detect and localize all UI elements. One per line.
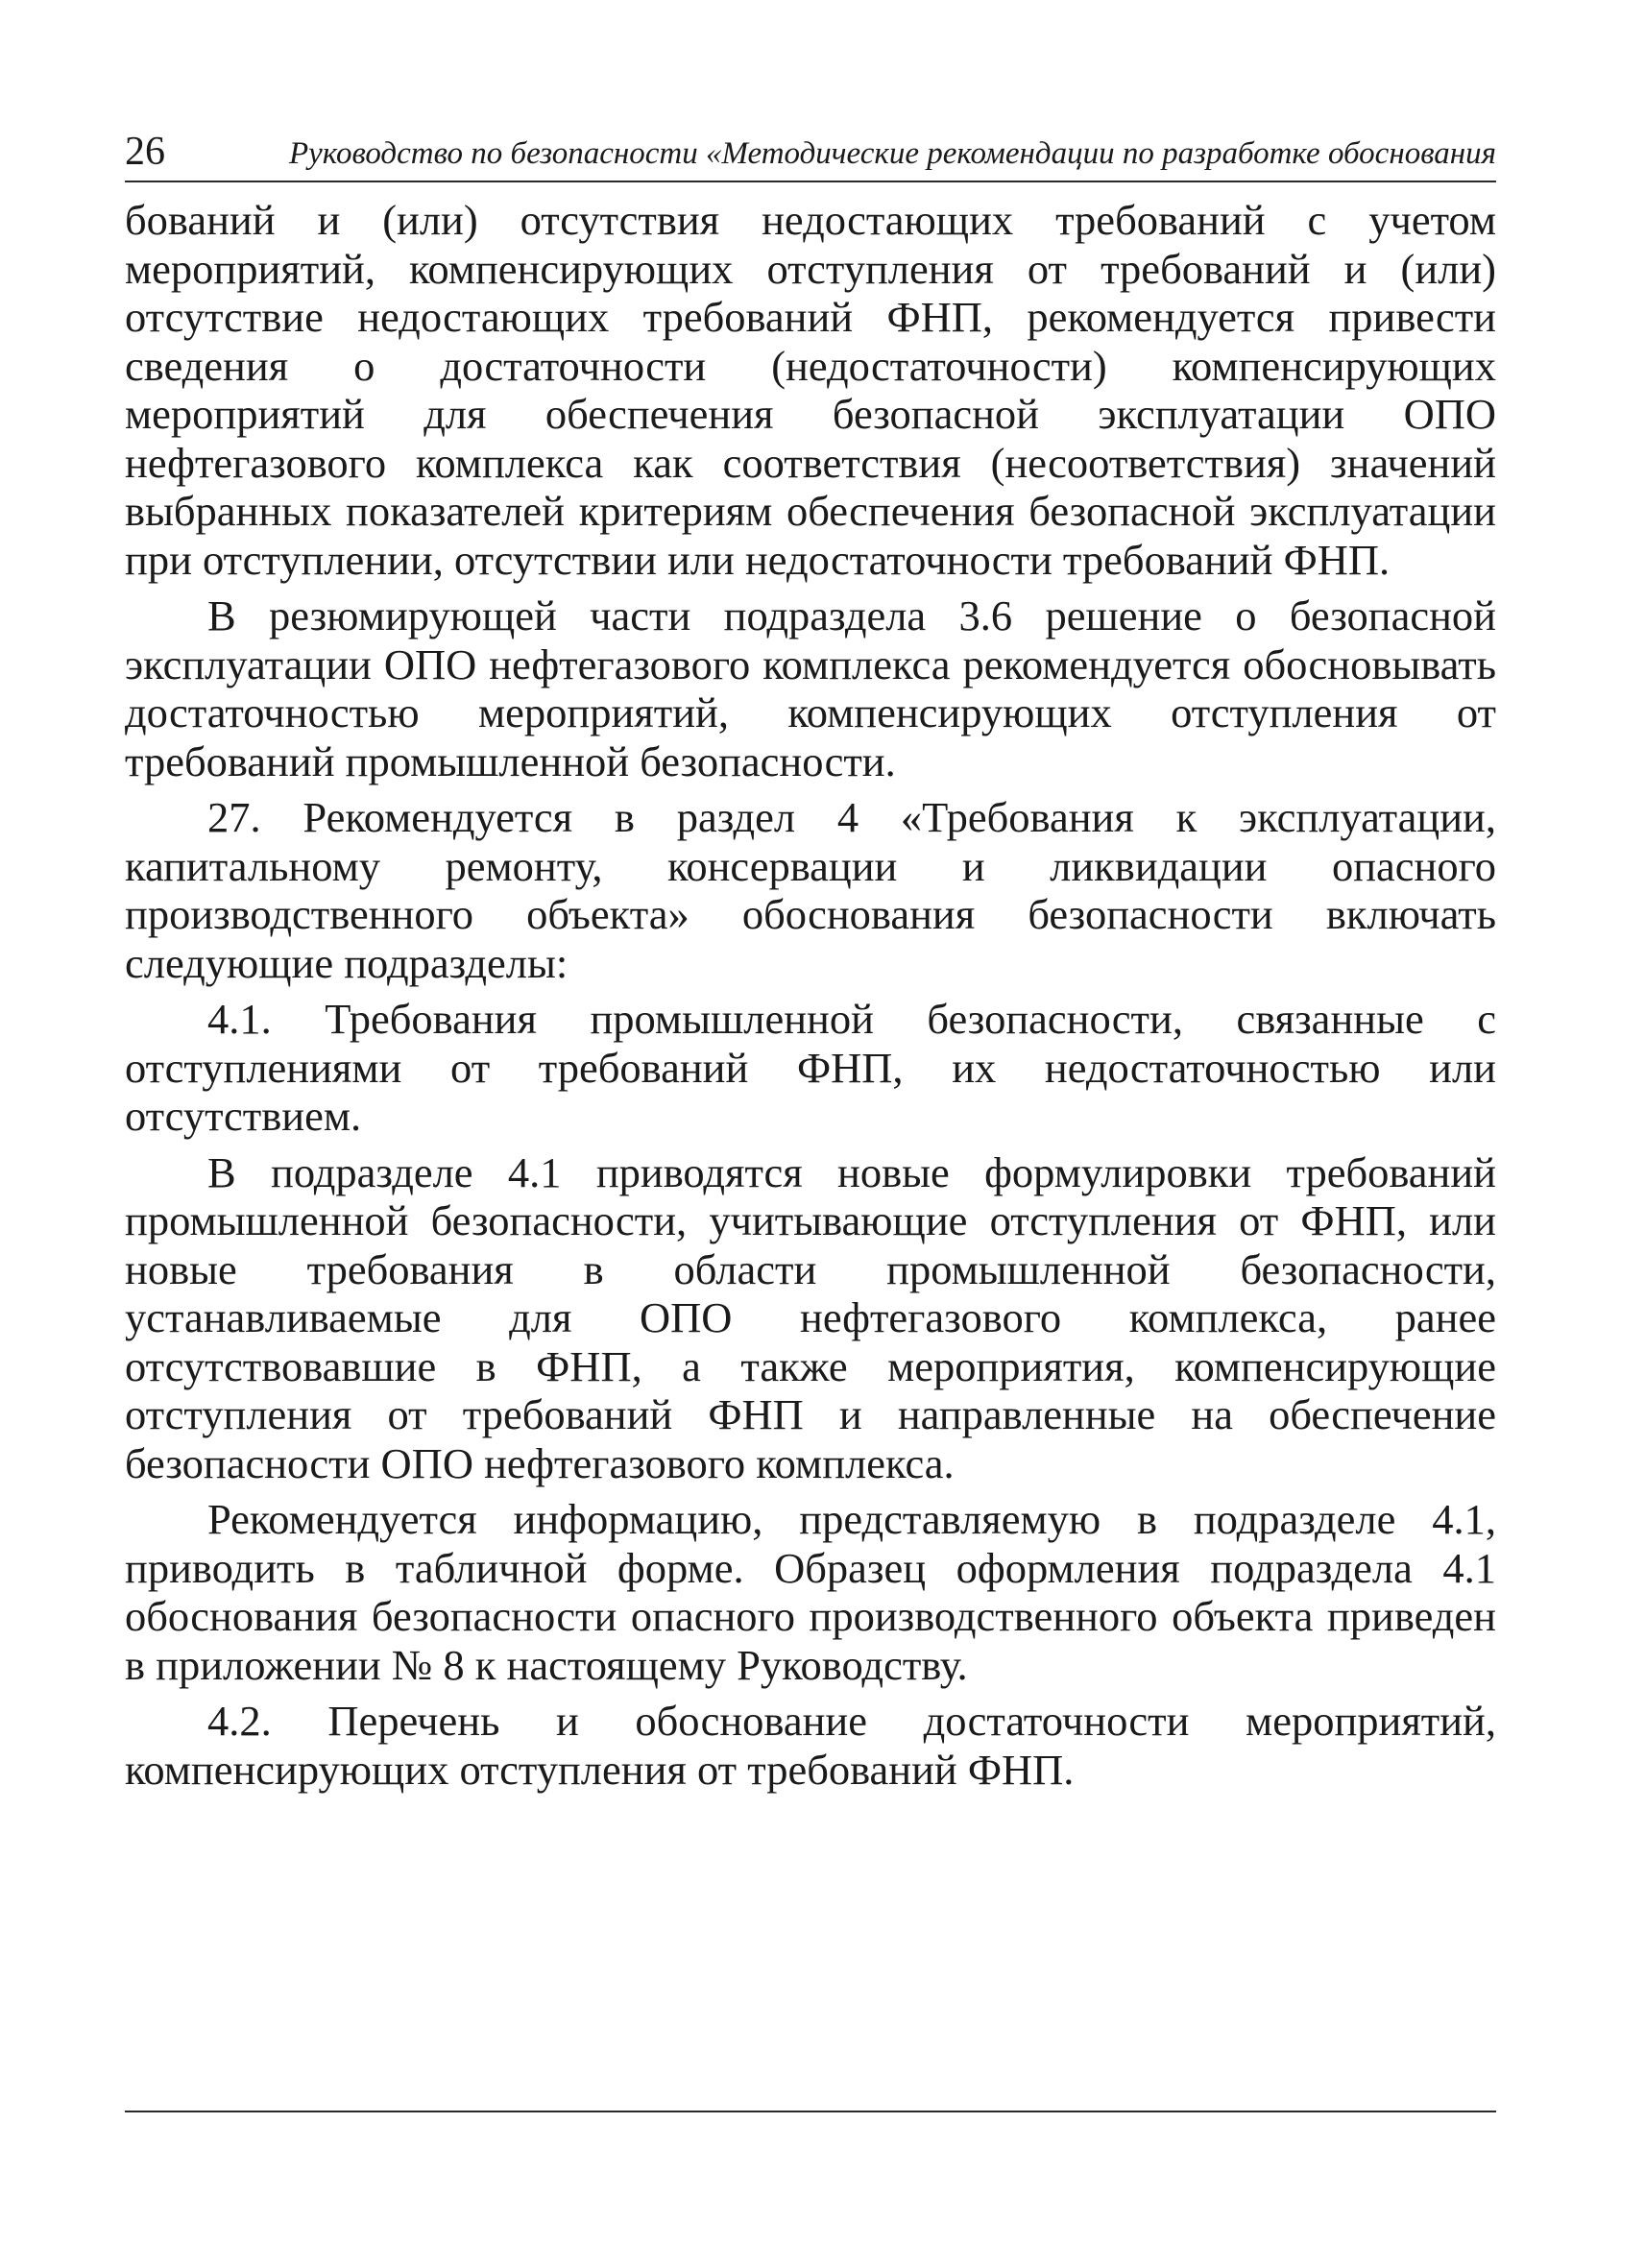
paragraph-table-recommendation: Рекомендуется информацию, представляемую в подразделе 4.1, приводить в табличной форме. Образец оформления подраздела 4.1 обоснования безопасности опасного производственного объекта приведен в приложении № 8 к настоящему Руководству. — [125, 1495, 1496, 1689]
paragraph-subsection-4-1: 4.1. Требования промышленной безопасности, связанные с отступлениями от требований ФНП, их недостаточностью или отсутствием. — [125, 995, 1496, 1140]
running-header — [125, 121, 1496, 182]
paragraph-summary: В резюмирующей части подраздела 3.6 решение о безопасной эксплуатации ОПО нефтегазового комплекса рекомендуется обосновывать достаточностью мероприятий, компенсирующих отступления от требований промышленной безопасности. — [125, 591, 1496, 785]
page-number: 26 — [125, 130, 165, 174]
footer-rule — [125, 2111, 1496, 2112]
paragraph-continuation: бований и (или) отсутствия недостающих требований с учетом мероприятий, компенсирующих отступления от требований и (или) отсутствие недостающих требований ФНП, рекомендуется привести сведения о достаточности (недостаточности) компенсирующих мероприятий для обеспечения безопасной эксплуатации ОПО нефтегазового комплекса как соответствия (несоответствия) значений выбранных показателей критериям обеспечения безопасной эксплуатации при отступлении, отсутствии или недостаточности требований ФНП. — [125, 196, 1496, 584]
paragraph-item-27: 27. Рекомендуется в раздел 4 «Требования к эксплуатации, капитальному ремонту, консервации и ликвидации опасного производственного объекта» обоснования безопасности включать следующие подразделы: — [125, 793, 1496, 987]
running-title: Руководство по безопасности «Методические рекомендации по разработке обоснования — [288, 136, 1496, 171]
paragraph-subsection-4-1-description: В подразделе 4.1 приводятся новые формулировки требований промышленной безопасности, учитывающие отступления от ФНП, или новые требования в области промышленной безопасности, устанавливаемые для ОПО нефтегазового комплекса, ранее отсутствовавшие в ФНП, а также мероприятия, компенсирующие отступления от требований ФНП и направленные на обеспечение безопасности ОПО нефтегазового комплекса. — [125, 1147, 1496, 1487]
body-text — [125, 196, 1496, 1801]
paragraph-subsection-4-2: 4.2. Перечень и обоснование достаточности мероприятий, компенсирующих отступления от требований ФНП. — [125, 1697, 1496, 1794]
